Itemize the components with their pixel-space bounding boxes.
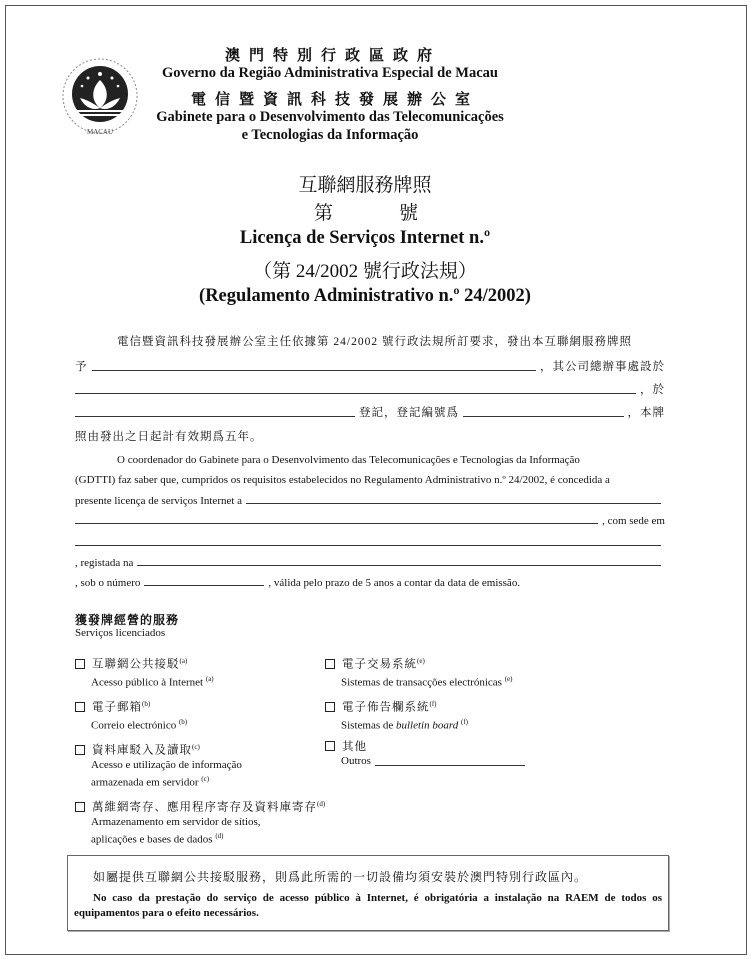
license-title-cn: 互聯網服務牌照 bbox=[298, 175, 432, 196]
label-pt-italic: bulletin board bbox=[396, 719, 459, 732]
body-cn-line-4 bbox=[75, 404, 665, 420]
text: , válida pelo prazo de 5 anos a contar da data de emissão. bbox=[268, 577, 521, 589]
label-pt-2: armazenada em servidor bbox=[91, 776, 199, 789]
label-pt: Sistemas de bbox=[341, 719, 394, 732]
footnote: (a) bbox=[205, 674, 214, 683]
body-cn-line-1: 電信暨資訊科技發展辦公室主任依據第 24/2002 號行政法規所訂要求，發出本互聯網服務牌照 bbox=[117, 336, 632, 348]
service-database-access bbox=[75, 740, 242, 789]
checkbox[interactable] bbox=[75, 745, 85, 755]
footnote: (b) bbox=[142, 700, 151, 708]
footnote: (d) bbox=[317, 800, 326, 808]
label-cn: 電子交易系統 bbox=[342, 658, 417, 671]
body-pt-line-3 bbox=[75, 491, 665, 507]
label-cn: 互聯網公共接駁 bbox=[92, 658, 180, 671]
body-pt-line-6 bbox=[75, 553, 665, 569]
licensee-name-field-pt-2[interactable] bbox=[75, 523, 598, 524]
label-pt: Correio electrónico bbox=[91, 719, 177, 732]
checkbox[interactable] bbox=[325, 741, 335, 751]
body-pt-line-5 bbox=[75, 533, 665, 549]
checkbox[interactable] bbox=[75, 702, 85, 712]
logo-text: MACAU bbox=[86, 128, 114, 136]
regulation-cn: （第 24/2002 號行政法規） bbox=[253, 261, 477, 282]
footnote: (f) bbox=[460, 717, 468, 726]
service-web-hosting bbox=[75, 797, 325, 846]
registration-number-field[interactable] bbox=[463, 416, 624, 417]
text: , com sede em bbox=[602, 515, 665, 527]
text: 予 bbox=[75, 361, 88, 373]
body-pt-line-2: (GDTTI) faz saber que, cumpridos os requisitos estabelecidos no Regulamento Administrativo n.º 24/2002, é concedida a bbox=[75, 474, 610, 486]
text: ，本牌 bbox=[627, 407, 665, 419]
services-heading-pt: Serviços licenciados bbox=[75, 627, 166, 639]
license-number-suffix-cn: 號 bbox=[399, 203, 419, 224]
body-cn-line-2 bbox=[75, 358, 665, 374]
text: , sob o número bbox=[75, 577, 141, 589]
label-cn: 電子佈告欄系統 bbox=[342, 701, 430, 714]
checkbox[interactable] bbox=[325, 659, 335, 669]
notice-pt: No caso da prestação do serviço de acesso público à Internet, é obrigatória a instalação na RAEM de todos os equipamentos para o efeito necessários. bbox=[74, 892, 662, 919]
text: ，於 bbox=[640, 384, 665, 396]
service-public-internet-access bbox=[75, 654, 214, 689]
licensee-name-field-pt[interactable] bbox=[246, 503, 661, 504]
office-name-pt-1: Gabinete para o Desenvolvimento das Telecomunicações bbox=[156, 109, 504, 125]
services-heading-cn: 獲發牌經營的服務 bbox=[75, 613, 180, 627]
footnote: (d) bbox=[215, 831, 224, 840]
footnote: (f) bbox=[429, 700, 437, 708]
service-electronic-transactions bbox=[325, 654, 513, 689]
checkbox[interactable] bbox=[325, 702, 335, 712]
label-pt: Sistemas de transacções electrónicas bbox=[341, 676, 502, 689]
head-office-field-pt[interactable] bbox=[75, 545, 661, 546]
macau-emblem-logo bbox=[60, 58, 140, 143]
other-service-field[interactable] bbox=[375, 765, 525, 766]
service-email bbox=[75, 697, 187, 732]
label-pt: Acesso público à Internet bbox=[91, 676, 204, 689]
label-cn: 其他 bbox=[342, 741, 367, 753]
label-pt: Acesso e utilização de informação bbox=[91, 758, 242, 771]
label-cn: 電子郵箱 bbox=[92, 701, 142, 714]
checkbox[interactable] bbox=[75, 802, 85, 812]
text: presente licença de serviços Internet a bbox=[75, 495, 243, 507]
office-name-pt-2: e Tecnologias da Informação bbox=[241, 127, 419, 143]
license-title-pt: Licença de Serviços Internet n.º bbox=[239, 228, 491, 248]
body-cn-line-5: 照由發出之日起計有效期爲五年。 bbox=[75, 431, 263, 443]
body-cn-line-3 bbox=[75, 381, 665, 397]
body-pt-line-4 bbox=[75, 511, 665, 527]
government-name-cn: 澳門特別行政區政府 bbox=[224, 48, 441, 64]
service-bulletin-board bbox=[325, 697, 468, 732]
label-pt: Armazenamento em servidor de sítios, bbox=[91, 815, 261, 828]
government-name-pt: Governo da Região Administrativa Especial de Macau bbox=[162, 65, 498, 81]
body-pt-line-7 bbox=[75, 573, 665, 589]
notice-box bbox=[67, 855, 669, 931]
licensee-name-field[interactable] bbox=[92, 370, 537, 371]
body-pt-line-1: O coordenador do Gabinete para o Desenvolvimento das Telecomunicações e Tecnologias da Informação bbox=[117, 454, 580, 466]
text: ，其公司總辦事處設於 bbox=[540, 361, 665, 373]
registry-field-pt[interactable] bbox=[137, 565, 661, 566]
label-pt-2: aplicações e bases de dados bbox=[91, 833, 213, 846]
footnote: (b) bbox=[178, 717, 188, 726]
checkbox[interactable] bbox=[75, 659, 85, 669]
footnote: (a) bbox=[179, 657, 188, 665]
label-pt: Outros bbox=[341, 755, 371, 767]
registration-number-field-pt[interactable] bbox=[144, 585, 264, 586]
license-number-prefix-cn: 第 bbox=[314, 203, 334, 224]
notice-cn: 如屬提供互聯網公共接駁服務，則爲此所需的一切設備均須安裝於澳門特別行政區內。 bbox=[93, 870, 588, 884]
label-cn: 萬維網寄存、應用程序寄存及資料庫寄存 bbox=[92, 801, 317, 814]
registry-field[interactable] bbox=[75, 416, 355, 417]
footnote: (c) bbox=[201, 774, 210, 783]
footnote: (e) bbox=[417, 657, 425, 665]
regulation-pt: (Regulamento Administrativo n.º 24/2002) bbox=[199, 286, 531, 306]
text: 登記，登記編號爲 bbox=[359, 407, 459, 419]
text: , registada na bbox=[75, 557, 134, 569]
office-name-cn: 電信暨資訊科技發展辦公室 bbox=[190, 92, 479, 108]
footnote: (e) bbox=[504, 674, 513, 683]
footnote: (c) bbox=[192, 743, 200, 751]
service-other bbox=[325, 740, 529, 768]
label-cn: 資料庫駁入及讀取 bbox=[92, 744, 192, 757]
head-office-address-field[interactable] bbox=[75, 393, 636, 394]
